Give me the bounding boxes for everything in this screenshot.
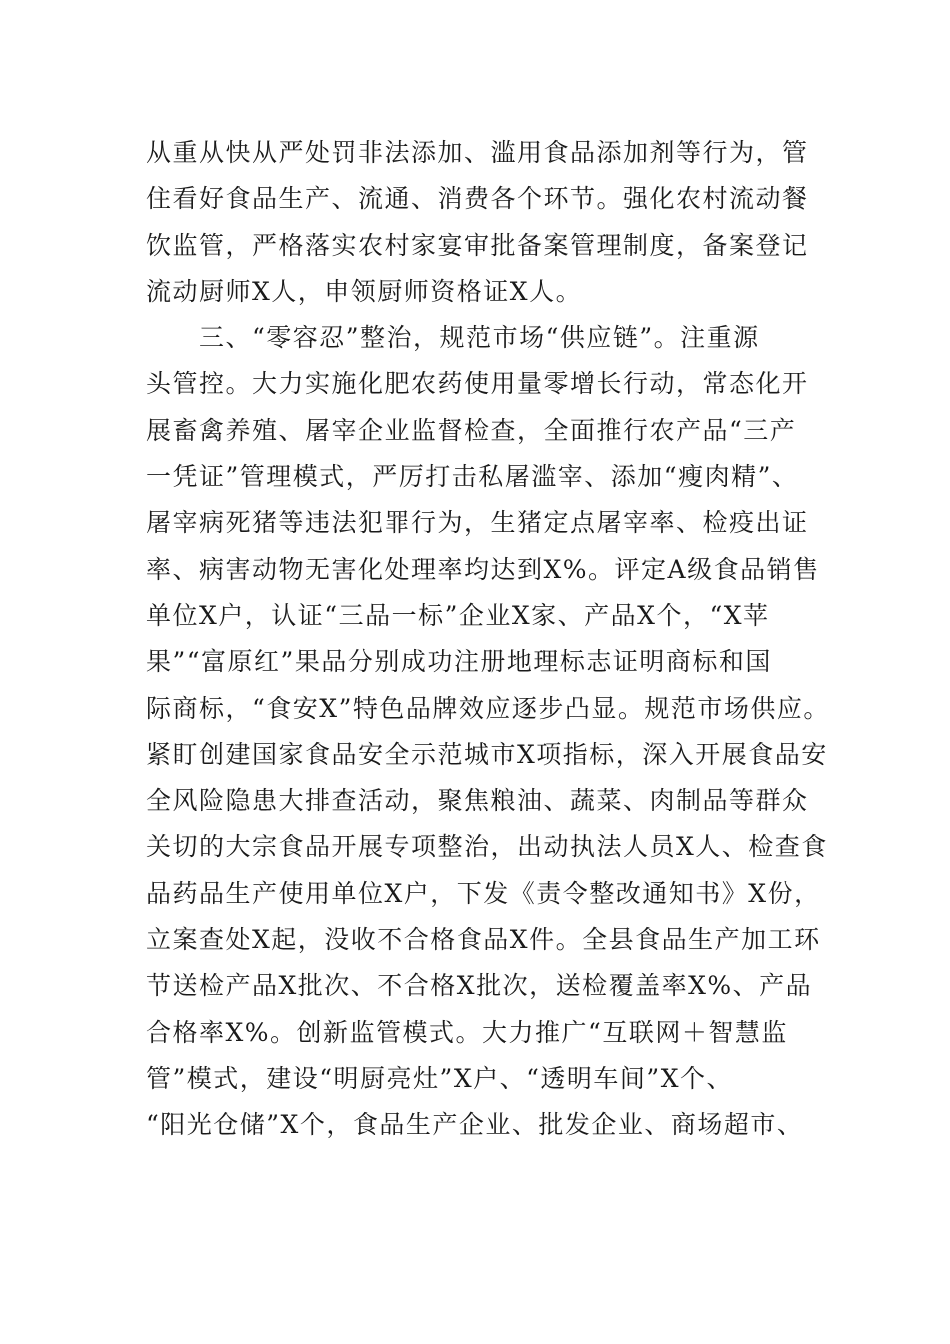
- text-line: 全风险隐患大排查活动，聚焦粮油、蔬菜、肉制品等群众: [146, 786, 809, 816]
- text-line: 际商标，“食安X”特色品牌效应逐步凸显。规范市场供应。: [146, 693, 830, 723]
- text-line: 住看好食品生产、流通、消费各个环节。强化农村流动餐: [146, 184, 809, 214]
- text-line: 单位X户，认证“三品一标”企业X家、产品X个，“X苹: [146, 600, 770, 630]
- text-line: 率、病害动物无害化处理率均达到X%。评定A级食品销售: [146, 554, 820, 584]
- text-line: “阳光仓储”X个，食品生产企业、批发企业、商场超市、: [146, 1110, 804, 1140]
- text-line: 展畜禽养殖、屠宰企业监督检查，全面推行农产品“三产: [146, 415, 797, 445]
- text-line: 饮监管，严格落实农村家宴审批备案管理制度，备案登记: [146, 230, 809, 260]
- text-line: 果”“富原红”果品分别成功注册地理标志证明商标和国: [146, 647, 772, 677]
- text-line: 头管控。大力实施化肥农药使用量零增长行动，常态化开: [146, 369, 809, 399]
- text-line: 关切的大宗食品开展专项整治，出动执法人员X人、检查食: [146, 832, 828, 862]
- text-line: 流动厨师X人，申领厨师资格证X人。: [146, 276, 583, 306]
- body-text: [146, 130, 836, 1149]
- text-line: 合格率X%。创新监管模式。大力推广“互联网＋智慧监: [146, 1017, 788, 1047]
- text-line: 屠宰病死猪等违法犯罪行为，生猪定点屠宰率、检疫出证: [146, 508, 809, 538]
- text-line: 紧盯创建国家食品安全示范城市X项指标，深入开展食品安: [146, 739, 828, 769]
- text-line: 一凭证”管理模式，严厉打击私屠滥宰、添加“瘦肉精”、: [146, 462, 799, 492]
- text-line: 品药品生产使用单位X户，下发《责令整改通知书》X份，: [146, 878, 821, 908]
- text-line: 管”模式，建设“明厨亮灶”X户、“透明车间”X个、: [146, 1063, 734, 1093]
- text-line: 从重从快从严处罚非法添加、滥用食品添加剂等行为，管: [146, 138, 809, 167]
- text-line: 立案查处X起，没收不合格食品X件。全县食品生产加工环: [146, 925, 821, 955]
- section-heading-line: 三、“零容忍”整治，规范市场“供应链”。注重源: [146, 323, 760, 353]
- text-line: 节送检产品X批次、不合格X批次，送检覆盖率X%、产品: [146, 971, 813, 1001]
